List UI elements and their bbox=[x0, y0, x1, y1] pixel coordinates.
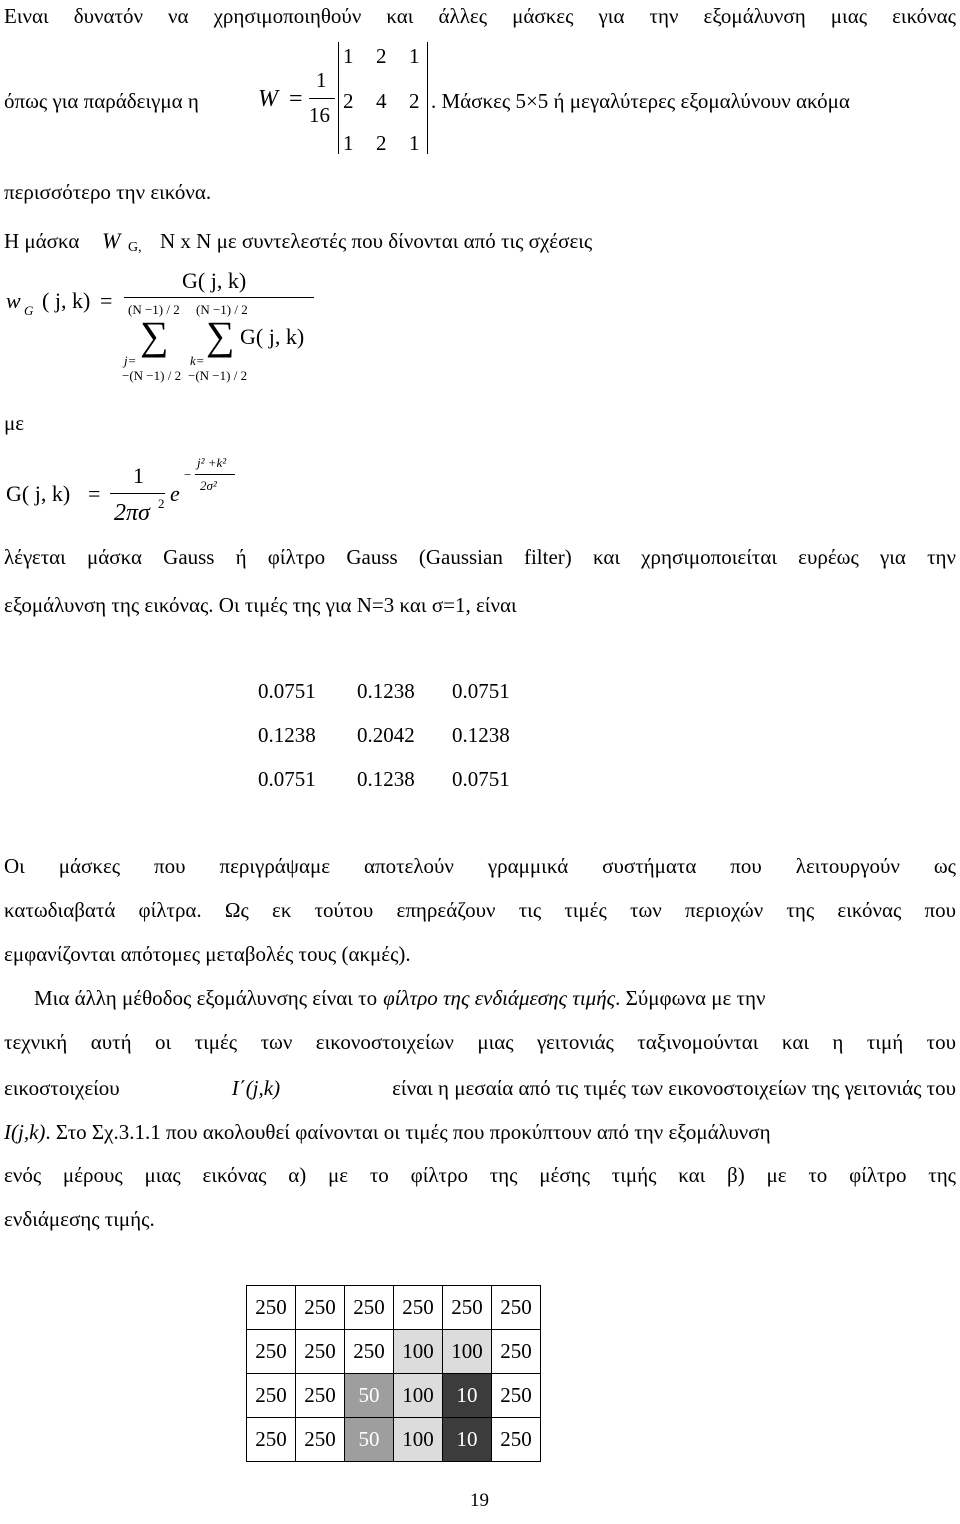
formula-g-lhs: G( j, k) bbox=[6, 481, 71, 506]
formula-g-exp-num: j² +k² bbox=[197, 455, 227, 470]
image-table-cell: 250 bbox=[443, 1286, 492, 1330]
formula-wg-lhs-args: ( j, k) bbox=[42, 288, 91, 313]
paragraph-intro-line1: Eιναι δυνατόν να χρησιμοποιηθούν και άλλες μάσκες για την εξομάλυνση μιας εικόνας bbox=[4, 4, 956, 28]
mask-w-frac-num: 1 bbox=[316, 68, 327, 92]
gauss-intro-b: N x N με συντελεστές που δίνονται από τις σχέσεις bbox=[160, 229, 593, 253]
gauss-value-cell: 0.0751 bbox=[452, 767, 510, 791]
mask-w-equals: = bbox=[289, 86, 303, 112]
image-table-cell: 250 bbox=[345, 1330, 394, 1374]
gauss-intro-a: Η μάσκα bbox=[4, 229, 80, 253]
median-4a: I(j,k) bbox=[4, 1120, 46, 1144]
formula-g-den: 2πσ bbox=[114, 500, 150, 526]
median-3a: εικοστοιχείου bbox=[4, 1076, 120, 1100]
mask-w-right-bar bbox=[427, 42, 428, 154]
image-table-cell: 250 bbox=[492, 1330, 541, 1374]
formula-wg-sigma-1: ∑ bbox=[140, 313, 169, 358]
formula-g-exp-bar bbox=[195, 474, 235, 475]
formula-wg-sum-upper-1: (N −1) / 2 bbox=[128, 302, 180, 317]
image-table-cell: 50 bbox=[345, 1418, 394, 1462]
paragraph-median-3 bbox=[4, 1076, 956, 1101]
mask-w-cell: 1 bbox=[343, 44, 354, 68]
formula-wg-sum-lower-2a: k= bbox=[190, 353, 205, 368]
gauss-value-cell: 0.0751 bbox=[258, 767, 316, 791]
median-4b: . Στο Σχ.3.1.1 που ακολουθεί φαίνονται οι τιμές που προκύπτουν από την εξομάλυνση bbox=[45, 1120, 771, 1144]
paragraph-intro-line3: περισσότερο την εικόνα. bbox=[4, 180, 212, 204]
formula-wg-sum-lower-1b: −(N −1) / 2 bbox=[122, 368, 182, 383]
median-1c: . Σύμφωνα με την bbox=[615, 986, 766, 1010]
image-table-cell: 100 bbox=[394, 1374, 443, 1418]
mask-w-frac-bar bbox=[309, 98, 335, 99]
paragraph-median-4 bbox=[4, 1120, 956, 1145]
formula-wg-sum-lower-2b: −(N −1) / 2 bbox=[188, 368, 248, 383]
image-table-cell: 100 bbox=[394, 1418, 443, 1462]
image-table-row bbox=[247, 1418, 541, 1462]
formula-wg-sum-upper-2: (N −1) / 2 bbox=[196, 302, 248, 317]
image-table-row bbox=[247, 1330, 541, 1374]
mask-w-symbol: W bbox=[258, 86, 278, 112]
paragraph-intro-line2-suffix: . Μάσκες 5×5 ή μεγαλύτερες εξομαλύνουν ακόμα bbox=[431, 89, 850, 113]
paragraph-median-1 bbox=[34, 986, 956, 1011]
paragraph-linear-2: κατωδιαβατά φίλτρα. Ως εκ τούτου επηρεάζουν τις τιμές των περιοχών της εικόνας που bbox=[4, 898, 956, 922]
image-table-cell: 250 bbox=[492, 1286, 541, 1330]
formula-wg-lhs-w: w bbox=[6, 288, 21, 313]
formula-g-e: e bbox=[170, 481, 180, 506]
page-number: 19 bbox=[470, 1490, 489, 1511]
median-filter-term: φίλτρο της ενδιάμεσης τιμής bbox=[383, 986, 616, 1010]
image-table-cell: 250 bbox=[247, 1286, 296, 1330]
formula-wg-frac-bar bbox=[124, 297, 314, 298]
gauss-value-cell: 0.1238 bbox=[357, 767, 415, 791]
paragraph-median-6: ενδιάμεσης τιμής. bbox=[4, 1207, 155, 1231]
mask-w-cell: 2 bbox=[376, 44, 387, 68]
image-table-row bbox=[247, 1374, 541, 1418]
gauss-value-cell: 0.1238 bbox=[258, 723, 316, 747]
image-table-cell: 250 bbox=[492, 1374, 541, 1418]
formula-wg-numerator: G( j, k) bbox=[182, 268, 247, 293]
image-table-cell: 10 bbox=[443, 1418, 492, 1462]
formula-g-num: 1 bbox=[133, 463, 144, 488]
gauss-value-cell: 0.0751 bbox=[452, 679, 510, 703]
mask-wg-sub: G, bbox=[128, 240, 142, 255]
formula-g-exp-minus: − bbox=[184, 467, 192, 482]
formula-wg-lhs-sub: G bbox=[24, 303, 34, 318]
image-table-cell: 10 bbox=[443, 1374, 492, 1418]
image-table-cell: 250 bbox=[394, 1286, 443, 1330]
median-3b: I΄(j,k) bbox=[231, 1076, 281, 1100]
image-table-row bbox=[247, 1286, 541, 1330]
formula-g-frac-bar bbox=[110, 493, 165, 494]
image-table-cell: 250 bbox=[492, 1418, 541, 1462]
image-table-cell: 250 bbox=[296, 1286, 345, 1330]
formula-wg-equals: = bbox=[100, 288, 113, 313]
mask-w-cell: 1 bbox=[343, 131, 354, 155]
paragraph-intro-line2-prefix: όπως για παράδειγμα η bbox=[4, 89, 199, 113]
paragraph-me: με bbox=[4, 411, 25, 435]
mask-w-frac-den: 16 bbox=[309, 103, 330, 127]
image-table-cell: 50 bbox=[345, 1374, 394, 1418]
mask-w-cell: 1 bbox=[409, 131, 420, 155]
paragraph-median-5: ενός μέρους μιας εικόνας α) με το φίλτρο της μέσης τιμής και β) με το φίλτρο της bbox=[4, 1163, 956, 1187]
paragraph-linear-1: Οι μάσκες που περιγράψαμε αποτελούν γραμμικά συστήματα που λειτουργούν ως bbox=[4, 854, 956, 878]
mask-w-left-bar bbox=[338, 42, 339, 154]
formula-wg-sigma-2: ∑ bbox=[206, 313, 235, 358]
gauss-value-cell: 0.1238 bbox=[357, 679, 415, 703]
mask-w-cell: 2 bbox=[409, 89, 420, 113]
formula-wg-sum-body: G( j, k) bbox=[240, 324, 305, 349]
gauss-value-cell: 0.0751 bbox=[258, 679, 316, 703]
image-table-cell: 250 bbox=[247, 1330, 296, 1374]
image-table-cell: 250 bbox=[247, 1374, 296, 1418]
paragraph-linear-3: εμφανίζονται απότομες μεταβολές τους (ακμές). bbox=[4, 942, 411, 966]
mask-w-cell: 2 bbox=[376, 131, 387, 155]
formula-g-exp-den: 2σ² bbox=[200, 478, 217, 493]
image-table-cell: 250 bbox=[296, 1418, 345, 1462]
median-1a: Μια άλλη μέθοδος εξομάλυνσης είναι το bbox=[34, 986, 378, 1010]
formula-g-equals: = bbox=[88, 481, 101, 506]
paragraph-gauss-desc-1: λέγεται μάσκα Gauss ή φίλτρο Gauss (Gaussian filter) και χρησιμοποιείται ευρέως για την bbox=[4, 545, 956, 569]
mask-w-cell: 4 bbox=[376, 89, 387, 113]
image-pixel-table bbox=[246, 1285, 541, 1462]
mask-wg-symbol: W bbox=[102, 228, 121, 253]
image-table-cell: 250 bbox=[345, 1286, 394, 1330]
image-table-cell: 250 bbox=[296, 1374, 345, 1418]
paragraph-gauss-desc-2: εξομάλυνση της εικόνας. Οι τιμές της για N=3 και σ=1, είναι bbox=[4, 593, 517, 617]
image-table-cell: 250 bbox=[296, 1330, 345, 1374]
image-table-cell: 100 bbox=[394, 1330, 443, 1374]
gauss-value-cell: 0.1238 bbox=[452, 723, 510, 747]
median-3c: είναι η μεσαία από τις τιμές των εικονοστοιχείων της γειτονιάς του bbox=[392, 1076, 956, 1100]
gauss-value-cell: 0.2042 bbox=[357, 723, 415, 747]
image-table-cell: 100 bbox=[443, 1330, 492, 1374]
image-table-cell: 250 bbox=[247, 1418, 296, 1462]
formula-g-den-sup: 2 bbox=[158, 496, 165, 511]
mask-w-cell: 1 bbox=[409, 44, 420, 68]
mask-w-cell: 2 bbox=[343, 89, 354, 113]
formula-wg-sum-lower-1a: j= bbox=[124, 353, 137, 368]
paragraph-median-2: τεχνική αυτή οι τιμές των εικονοστοιχείων μιας γειτονιάς ταξινομούνται και η τιμή του bbox=[4, 1030, 956, 1054]
